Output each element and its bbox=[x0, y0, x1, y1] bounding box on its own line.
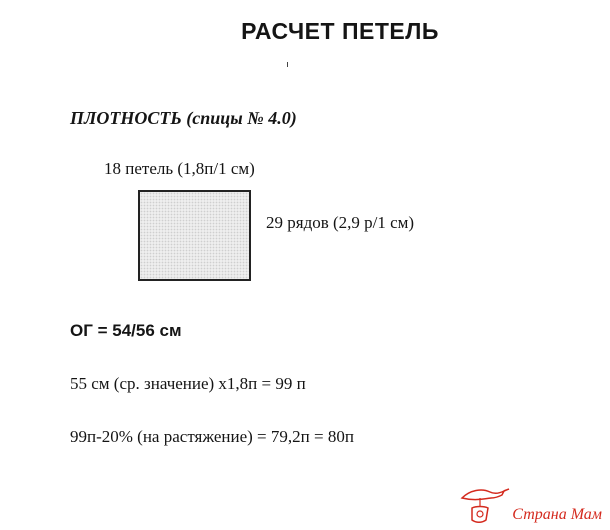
watermark bbox=[458, 482, 602, 526]
gauge-swatch bbox=[138, 190, 251, 281]
density-heading: ПЛОТНОСТЬ (спицы № 4.0) bbox=[70, 108, 297, 128]
watermark-text: Страна Мам bbox=[512, 506, 602, 523]
calculation-line-2: 99п-20% (на растяжение) = 79,2п = 80п bbox=[70, 427, 354, 446]
stitches-label: 18 петель (1,8п/1 см) bbox=[104, 159, 255, 178]
chest-girth-heading: ОГ = 54/56 см bbox=[70, 321, 182, 340]
page-title: РАСЧЕТ ПЕТЕЛЬ bbox=[241, 18, 439, 44]
stork-icon bbox=[458, 482, 510, 526]
rows-label: 29 рядов (2,9 р/1 см) bbox=[266, 213, 415, 232]
calculation-line-1: 55 см (ср. значение) х1,8п = 99 п bbox=[70, 374, 306, 393]
scan-mark bbox=[287, 62, 288, 67]
